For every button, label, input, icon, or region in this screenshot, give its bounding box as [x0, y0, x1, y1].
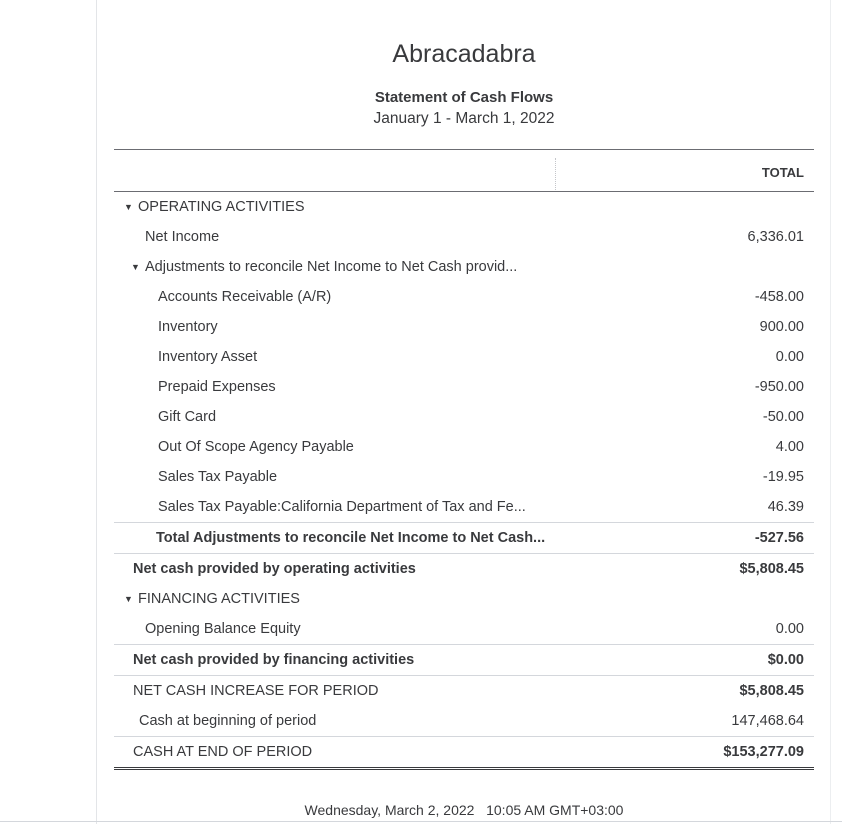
section-financing-activities[interactable] [114, 584, 814, 614]
row-gift-card[interactable] [114, 402, 814, 432]
row-inventory-asset[interactable] [114, 342, 814, 372]
row-prepaid-expenses[interactable] [114, 372, 814, 402]
row-label[interactable]: Sales Tax Payable [158, 469, 278, 485]
row-label[interactable]: Opening Balance Equity [145, 621, 301, 637]
row-label[interactable]: CASH AT END OF PERIOD [133, 744, 313, 760]
row-value[interactable]: -950.00 [754, 379, 804, 395]
row-label[interactable]: Inventory [158, 319, 218, 335]
row-label[interactable]: Net cash provided by financing activities [133, 652, 415, 668]
column-divider [555, 158, 556, 190]
row-sales-tax-payable-california[interactable] [114, 492, 814, 522]
row-cash-beginning[interactable] [114, 706, 814, 736]
row-inventory[interactable] [114, 312, 814, 342]
section-label: FINANCING ACTIVITIES [138, 591, 300, 607]
row-accounts-receivable[interactable] [114, 282, 814, 312]
row-value[interactable]: 46.39 [767, 499, 804, 515]
row-label[interactable]: Prepaid Expenses [158, 379, 276, 395]
row-label[interactable]: Inventory Asset [158, 349, 258, 365]
row-value[interactable]: $5,808.45 [739, 683, 804, 699]
row-label[interactable]: Cash at beginning of period [139, 713, 317, 729]
row-value[interactable]: -458.00 [754, 289, 804, 305]
row-cash-end[interactable] [114, 736, 814, 770]
section-adjustments[interactable] [114, 252, 814, 282]
row-value[interactable]: 0.00 [775, 621, 804, 637]
row-value[interactable]: $0.00 [767, 652, 804, 668]
caret-down-icon[interactable]: ▼ [124, 202, 133, 212]
caret-down-icon[interactable]: ▼ [131, 262, 140, 272]
right-gutter [830, 0, 831, 824]
row-value[interactable]: 900.00 [759, 319, 804, 335]
company-name: Abracadabra [392, 40, 536, 68]
row-value[interactable]: 4.00 [775, 439, 804, 455]
column-header-row [114, 149, 814, 192]
row-value[interactable]: $153,277.09 [723, 744, 804, 760]
row-value[interactable]: 6,336.01 [747, 229, 804, 245]
row-net-cash-increase[interactable] [114, 675, 814, 706]
row-label[interactable]: Total Adjustments to reconcile Net Income to Net Cash... [156, 530, 546, 546]
row-net-income[interactable] [114, 222, 814, 252]
row-label[interactable]: Net cash provided by operating activities [133, 561, 416, 577]
row-net-cash-financing[interactable] [114, 644, 814, 675]
row-value[interactable]: -19.95 [762, 469, 804, 485]
bottom-divider [0, 821, 842, 822]
caret-down-icon[interactable]: ▼ [124, 594, 133, 604]
row-label[interactable]: Net Income [145, 229, 220, 245]
row-label[interactable]: NET CASH INCREASE FOR PERIOD [133, 683, 379, 699]
section-operating-activities[interactable] [114, 192, 814, 222]
left-gutter [96, 0, 97, 824]
column-header-total[interactable]: TOTAL [761, 165, 804, 180]
row-opening-balance-equity[interactable] [114, 614, 814, 644]
row-out-of-scope-agency-payable[interactable] [114, 432, 814, 462]
section-label: OPERATING ACTIVITIES [138, 199, 305, 215]
row-label[interactable]: Sales Tax Payable:California Department of Tax and Fe... [158, 499, 526, 515]
row-label[interactable]: Out Of Scope Agency Payable [158, 439, 354, 455]
report-title: Statement of Cash Flows [374, 89, 554, 106]
row-value[interactable]: -50.00 [762, 409, 804, 425]
row-value[interactable]: 0.00 [775, 349, 804, 365]
report-footer-timestamp: Wednesday, March 2, 2022 10:05 AM GMT+03:00 [304, 802, 624, 818]
row-value[interactable]: $5,808.45 [739, 561, 804, 577]
row-label[interactable]: Accounts Receivable (A/R) [158, 289, 332, 305]
row-net-cash-operating[interactable] [114, 553, 814, 584]
section-label: Adjustments to reconcile Net Income to Net Cash provid... [145, 259, 518, 275]
row-value[interactable]: -527.56 [754, 530, 804, 546]
row-total-adjustments[interactable] [114, 522, 814, 553]
report-period: January 1 - March 1, 2022 [373, 110, 555, 127]
report-table [114, 149, 814, 770]
row-sales-tax-payable[interactable] [114, 462, 814, 492]
row-label[interactable]: Gift Card [158, 409, 217, 425]
row-value[interactable]: 147,468.64 [731, 713, 804, 729]
